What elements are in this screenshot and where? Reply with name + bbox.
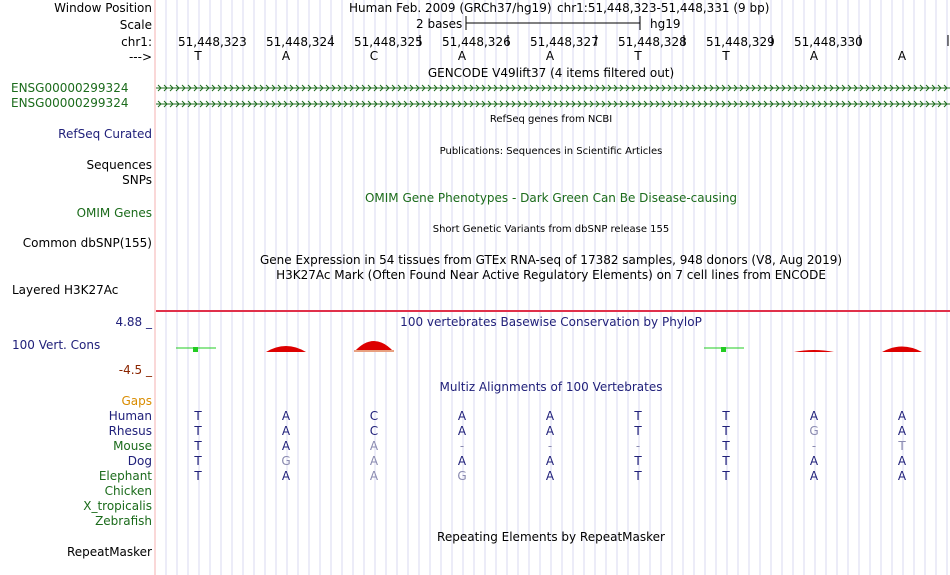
strand-arrow-label: ---> [128,50,152,64]
aligned-base: A [281,469,291,483]
reference-base: A [457,49,467,63]
gaps-label: Gaps [121,394,152,408]
aligned-base: A [809,454,819,468]
aligned-base: T [194,469,202,483]
species-label[interactable]: Human [108,409,152,423]
gene-label-1[interactable]: ENSG00000299324 [11,81,129,95]
aligned-base: T [634,469,642,483]
aligned-base: C [369,424,379,438]
aligned-base: A [545,424,555,438]
conservation-mark [193,347,198,352]
repeatmasker-track-label[interactable]: RepeatMasker [66,545,152,559]
aligned-base: A [281,409,291,423]
publications-track-title[interactable]: Publications: Sequences in Scientific Articles [439,146,663,157]
aligned-base: A [369,439,379,453]
snps-track-label[interactable]: SNPs [122,173,152,187]
aligned-base: - [811,439,817,453]
aligned-base: T [898,439,906,453]
assembly-text: Human Feb. 2009 (GRCh37/hg19) [349,1,552,15]
omim-track-label[interactable]: OMIM Genes [76,206,152,220]
scale-bar-label: 2 bases [416,17,463,31]
conservation-mark [882,347,922,353]
aligned-base: - [547,439,553,453]
multiz-track-title[interactable]: Multiz Alignments of 100 Vertebrates [439,380,663,394]
species-label[interactable]: Rhesus [108,424,152,438]
window-position-label: Window Position [54,1,152,15]
aligned-base: A [897,454,907,468]
aligned-base: A [457,454,467,468]
sequences-track-label[interactable]: Sequences [86,158,152,172]
conservation-mark [721,347,726,352]
chrom-label: chr1: [121,35,152,49]
coordinate-label: 51,448,327 [530,35,599,49]
aligned-base: A [369,454,379,468]
reference-base: A [545,49,555,63]
aligned-base: A [809,469,819,483]
coordinate-label: 51,448,324 [266,35,335,49]
scale-bar-db: hg19 [650,17,681,31]
aligned-base: - [459,439,465,453]
aligned-base: T [634,454,642,468]
refseq-track-label[interactable]: RefSeq Curated [58,127,152,141]
h3k27ac-track-label[interactable]: Layered H3K27Ac [12,283,119,297]
aligned-base: A [369,469,379,483]
aligned-base: T [634,424,642,438]
aligned-base: T [722,424,730,438]
repeatmasker-track-title[interactable]: Repeating Elements by RepeatMasker [437,530,665,544]
aligned-base: A [809,409,819,423]
aligned-base: T [722,469,730,483]
position-text[interactable]: chr1:51,448,323-51,448,331 (9 bp) [557,1,770,15]
h3k27ac-track-title[interactable]: H3K27Ac Mark (Often Found Near Active Regulatory Elements) on 7 cell lines from ENCODE [276,268,826,282]
aligned-base: C [369,409,379,423]
species-label[interactable]: Dog [127,454,152,468]
coordinate-label: 51,448,326 [442,35,511,49]
aligned-base: T [722,409,730,423]
aligned-base: G [281,454,291,468]
reference-base: T [194,49,202,63]
aligned-base: A [545,454,555,468]
conservation-max-label: 4.88 _ [115,315,152,329]
reference-base: C [369,49,379,63]
aligned-base: T [634,409,642,423]
aligned-base: A [457,424,467,438]
dbsnp-track-label[interactable]: Common dbSNP(155) [22,236,152,250]
reference-base: T [722,49,730,63]
species-label[interactable]: Elephant [98,469,152,483]
aligned-base: - [635,439,641,453]
conservation-track-label[interactable]: 100 Vert. Cons [12,338,101,352]
aligned-base: G [457,469,467,483]
aligned-base: T [722,439,730,453]
aligned-base: A [281,424,291,438]
scale-label: Scale [119,18,152,32]
coordinate-label: 51,448,329 [706,35,775,49]
aligned-base: T [194,409,202,423]
aligned-base: A [545,409,555,423]
aligned-base: A [897,424,907,438]
aligned-base: T [194,439,202,453]
coordinate-label: 51,448,328 [618,35,687,49]
species-label[interactable]: Chicken [104,484,152,498]
species-label[interactable]: X_tropicalis [83,499,152,513]
conservation-mark [266,346,306,352]
aligned-base: A [897,469,907,483]
aligned-base: T [194,424,202,438]
reference-base: A [809,49,819,63]
gene-label-2[interactable]: ENSG00000299324 [11,96,129,110]
aligned-base: A [545,469,555,483]
gencode-track-title[interactable]: GENCODE V49lift37 (4 items filtered out) [427,66,675,80]
refseq-track-title[interactable]: RefSeq genes from NCBI [489,114,613,125]
reference-base: A [897,49,907,63]
aligned-base: T [722,454,730,468]
aligned-base: A [281,439,291,453]
gtex-track-title[interactable]: Gene Expression in 54 tissues from GTEx RNA-seq of 17382 samples, 948 donors (V8, Aug 2019) [259,253,843,267]
aligned-base: A [457,409,467,423]
species-label[interactable]: Mouse [113,439,152,453]
aligned-base: A [897,409,907,423]
reference-base: A [281,49,291,63]
species-label[interactable]: Zebrafish [95,514,152,528]
phylop-track-title[interactable]: 100 vertebrates Basewise Conservation by PhyloP [400,315,702,329]
omim-track-title[interactable]: OMIM Gene Phenotypes - Dark Green Can Be Disease-causing [364,191,738,205]
conservation-min-label: -4.5 _ [118,363,152,377]
coordinate-label: 51,448,330 [794,35,863,49]
reference-base: T [634,49,642,63]
aligned-base: T [194,454,202,468]
dbsnp-track-title[interactable]: Short Genetic Variants from dbSNP release 155 [432,224,670,235]
coordinate-label: 51,448,323 [178,35,247,49]
coordinate-label: 51,448,325 [354,35,423,49]
aligned-base: G [809,424,819,438]
conservation-mark [794,350,834,352]
